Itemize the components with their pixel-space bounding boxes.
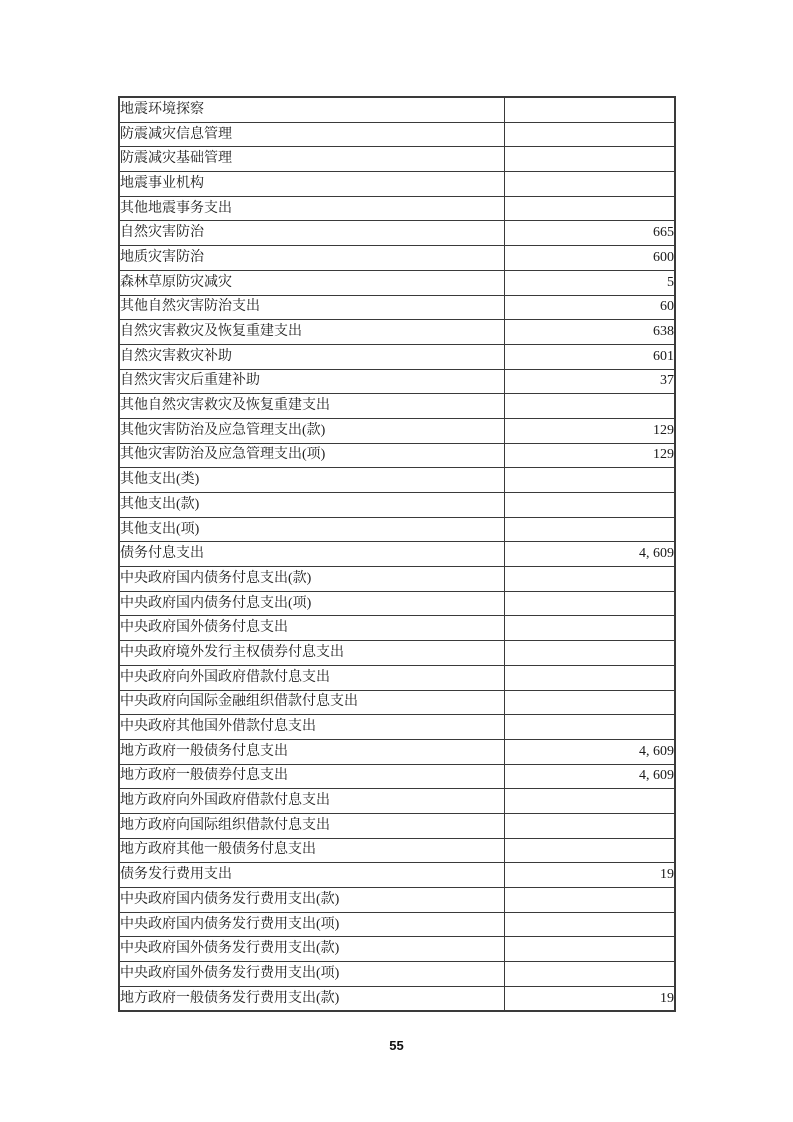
budget-item-label: 森林草原防灾减灾 — [119, 270, 505, 295]
budget-item-value — [505, 122, 676, 147]
table-row — [119, 937, 675, 962]
table-row — [119, 295, 675, 320]
budget-table-body — [119, 97, 675, 1011]
budget-item-label: 其他支出(类) — [119, 468, 505, 493]
budget-item-value: 19 — [505, 863, 676, 888]
budget-item-value — [505, 147, 676, 172]
budget-item-value — [505, 493, 676, 518]
budget-item-value — [505, 616, 676, 641]
budget-item-label: 自然灾害灾后重建补助 — [119, 369, 505, 394]
budget-item-label: 自然灾害防治 — [119, 221, 505, 246]
budget-item-value — [505, 394, 676, 419]
budget-item-label: 地震环境探察 — [119, 97, 505, 122]
budget-item-label: 中央政府向外国政府借款付息支出 — [119, 665, 505, 690]
table-row — [119, 320, 675, 345]
table-row — [119, 567, 675, 592]
table-row — [119, 369, 675, 394]
budget-item-value: 37 — [505, 369, 676, 394]
budget-item-label: 中央政府国内债务付息支出(项) — [119, 591, 505, 616]
budget-item-value — [505, 641, 676, 666]
budget-item-value — [505, 97, 676, 122]
table-row — [119, 394, 675, 419]
budget-item-value: 600 — [505, 246, 676, 271]
budget-item-label: 其他自然灾害救灾及恢复重建支出 — [119, 394, 505, 419]
budget-item-label: 自然灾害救灾及恢复重建支出 — [119, 320, 505, 345]
budget-item-label: 中央政府向国际金融组织借款付息支出 — [119, 690, 505, 715]
budget-item-value — [505, 962, 676, 987]
table-row — [119, 764, 675, 789]
budget-item-label: 地方政府向国际组织借款付息支出 — [119, 813, 505, 838]
budget-item-label: 其他地震事务支出 — [119, 196, 505, 221]
budget-item-value — [505, 789, 676, 814]
budget-item-label: 债务付息支出 — [119, 542, 505, 567]
table-row — [119, 813, 675, 838]
budget-item-label: 债务发行费用支出 — [119, 863, 505, 888]
table-row — [119, 690, 675, 715]
budget-item-value — [505, 813, 676, 838]
budget-item-label: 地方政府一般债务发行费用支出(款) — [119, 986, 505, 1011]
budget-item-value — [505, 888, 676, 913]
table-row — [119, 986, 675, 1011]
budget-item-value: 4, 609 — [505, 739, 676, 764]
budget-item-label: 其他支出(项) — [119, 517, 505, 542]
table-row — [119, 789, 675, 814]
budget-item-value — [505, 715, 676, 740]
budget-item-value — [505, 196, 676, 221]
budget-item-value — [505, 468, 676, 493]
budget-item-label: 地质灾害防治 — [119, 246, 505, 271]
budget-item-label: 其他灾害防治及应急管理支出(款) — [119, 418, 505, 443]
table-row — [119, 616, 675, 641]
budget-item-value — [505, 665, 676, 690]
table-row — [119, 246, 675, 271]
budget-item-label: 中央政府其他国外借款付息支出 — [119, 715, 505, 740]
table-row — [119, 888, 675, 913]
budget-item-label: 地方政府一般债务付息支出 — [119, 739, 505, 764]
budget-item-label: 中央政府国内债务发行费用支出(款) — [119, 888, 505, 913]
table-row — [119, 739, 675, 764]
table-row — [119, 863, 675, 888]
budget-item-value: 129 — [505, 418, 676, 443]
budget-item-label: 防震减灾基础管理 — [119, 147, 505, 172]
budget-item-value: 4, 609 — [505, 764, 676, 789]
table-row — [119, 147, 675, 172]
budget-item-value — [505, 838, 676, 863]
budget-item-label: 自然灾害救灾补助 — [119, 344, 505, 369]
table-row — [119, 641, 675, 666]
budget-item-label: 其他自然灾害防治支出 — [119, 295, 505, 320]
budget-item-label: 地方政府向外国政府借款付息支出 — [119, 789, 505, 814]
budget-item-value: 665 — [505, 221, 676, 246]
budget-item-label: 中央政府境外发行主权债券付息支出 — [119, 641, 505, 666]
table-row — [119, 838, 675, 863]
table-row — [119, 172, 675, 197]
table-row — [119, 468, 675, 493]
table-row — [119, 665, 675, 690]
budget-item-label: 其他支出(款) — [119, 493, 505, 518]
budget-item-value — [505, 690, 676, 715]
budget-item-value: 4, 609 — [505, 542, 676, 567]
budget-item-value: 19 — [505, 986, 676, 1011]
budget-item-value — [505, 567, 676, 592]
budget-item-value: 129 — [505, 443, 676, 468]
budget-item-value — [505, 937, 676, 962]
table-row — [119, 196, 675, 221]
table-row — [119, 912, 675, 937]
budget-item-label: 防震减灾信息管理 — [119, 122, 505, 147]
table-row — [119, 221, 675, 246]
budget-item-value — [505, 172, 676, 197]
budget-item-label: 中央政府国内债务发行费用支出(项) — [119, 912, 505, 937]
table-row — [119, 122, 675, 147]
table-row — [119, 418, 675, 443]
budget-item-label: 中央政府国内债务付息支出(款) — [119, 567, 505, 592]
table-row — [119, 493, 675, 518]
table-row — [119, 517, 675, 542]
table-row — [119, 962, 675, 987]
budget-item-value — [505, 591, 676, 616]
table-row — [119, 443, 675, 468]
budget-item-value: 601 — [505, 344, 676, 369]
table-row — [119, 542, 675, 567]
budget-item-label: 地方政府一般债券付息支出 — [119, 764, 505, 789]
table-row — [119, 344, 675, 369]
budget-item-label: 中央政府国外债务发行费用支出(款) — [119, 937, 505, 962]
budget-item-value: 5 — [505, 270, 676, 295]
table-row — [119, 591, 675, 616]
budget-item-value: 60 — [505, 295, 676, 320]
budget-item-label: 地方政府其他一般债务付息支出 — [119, 838, 505, 863]
budget-item-label: 其他灾害防治及应急管理支出(项) — [119, 443, 505, 468]
table-row — [119, 715, 675, 740]
table-row — [119, 97, 675, 122]
budget-item-label: 地震事业机构 — [119, 172, 505, 197]
budget-item-label: 中央政府国外债务发行费用支出(项) — [119, 962, 505, 987]
budget-item-value — [505, 517, 676, 542]
budget-item-value — [505, 912, 676, 937]
budget-item-value: 638 — [505, 320, 676, 345]
budget-item-label: 中央政府国外债务付息支出 — [119, 616, 505, 641]
table-row — [119, 270, 675, 295]
page-number: 55 — [389, 1038, 404, 1053]
budget-table — [118, 96, 676, 1012]
